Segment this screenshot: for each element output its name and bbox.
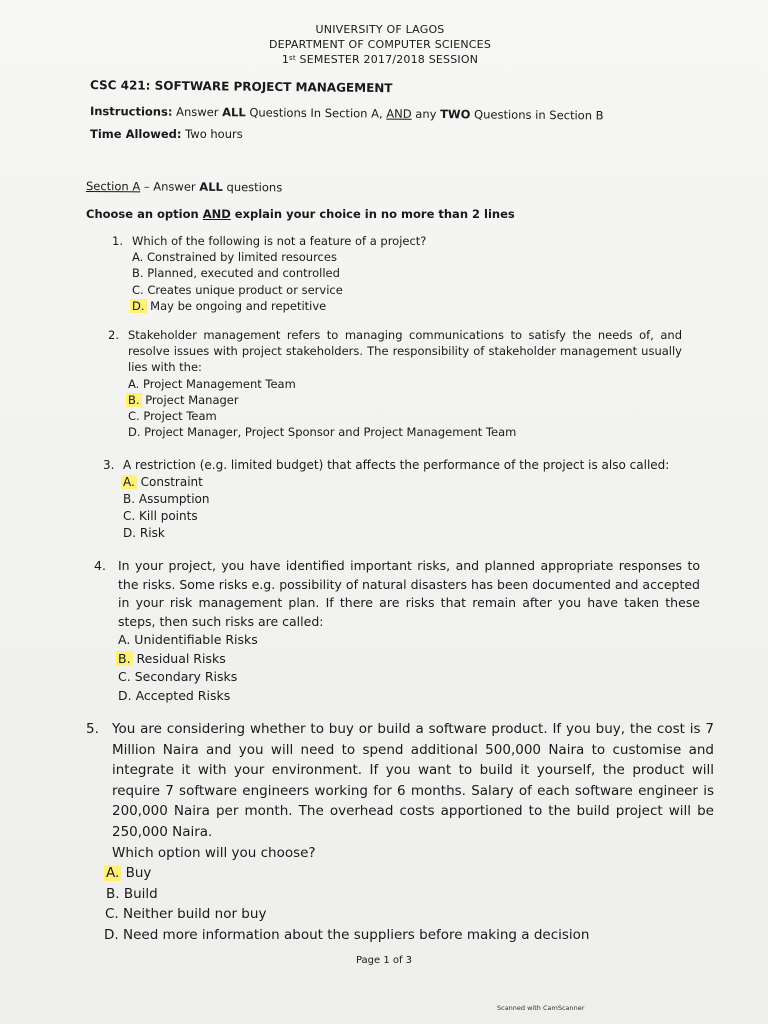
semester-ordinal: st <box>289 54 296 62</box>
semester-line <box>230 52 530 67</box>
choose-text: explain your choice in no more than 2 lines <box>230 207 515 221</box>
option-text: Assumption <box>138 492 210 506</box>
instructions-text: any <box>415 106 437 122</box>
option-text: Creates unique product or service <box>147 282 343 297</box>
instructions-label: Instructions: <box>89 104 173 119</box>
option-b <box>132 265 592 281</box>
option-text: Planned, executed and controlled <box>147 266 340 281</box>
option-text: Need more information about the suppliers before making a decision <box>122 926 590 943</box>
instructions <box>90 104 604 122</box>
question-stem: In your project, you have identified important risks, and planned appropriate responses to the risks. Some risks e.g. possibility of natural disasters has been documented and accepted in your risk management plan. If there are risks that remain after you have taken these steps, then such risks are called: <box>118 558 700 629</box>
option-text: Project Team <box>143 409 217 424</box>
option-c <box>128 408 682 424</box>
question-stem: Stakeholder management refers to managing communications to satisfy the needs of, and resolve issues with project stakeholders. The responsibility of stakeholder management usually lies with the: <box>128 328 682 375</box>
option-c <box>118 668 700 687</box>
option-text: Accepted Risks <box>135 687 231 703</box>
option-letter-highlighted: A. <box>106 865 120 882</box>
instructions-all: ALL <box>222 105 246 120</box>
option-d-selected <box>132 298 592 314</box>
page-number: Page 1 of 3 <box>355 955 413 966</box>
option-text: Buy <box>125 865 152 882</box>
question-number: 1. <box>112 234 123 248</box>
choose-instruction <box>86 207 515 221</box>
instructions-text: Questions In Section A, <box>249 105 383 121</box>
option-letter: B. <box>132 266 144 281</box>
section-all: ALL <box>199 179 223 194</box>
option-a-selected <box>123 474 703 491</box>
question-number: 4. <box>94 558 106 573</box>
question-stem: A restriction (e.g. limited budget) that affects the performance of the project is also called: <box>123 458 670 472</box>
choose-and: AND <box>202 207 231 221</box>
option-b <box>106 884 714 905</box>
option-letter: C. <box>123 509 136 523</box>
question-3 <box>103 457 703 542</box>
option-text: Neither build nor buy <box>123 906 267 923</box>
option-text: May be ongoing and repetitive <box>150 298 327 313</box>
option-text: Constraint <box>140 475 203 489</box>
option-letter: A. <box>128 376 140 391</box>
university-name: UNIVERSITY OF LAGOS <box>315 23 445 36</box>
option-text: Kill points <box>139 509 198 523</box>
question-stem: Which of the following is not a feature of a project? <box>132 234 427 248</box>
option-b <box>123 491 703 508</box>
time-label: Time Allowed: <box>90 127 182 141</box>
option-text: Project Manager <box>145 392 239 407</box>
question-number: 3. <box>103 458 115 472</box>
option-letter: D. <box>118 687 132 703</box>
option-b-selected <box>128 392 682 408</box>
option-a <box>128 376 682 392</box>
option-a-selected <box>106 863 714 884</box>
choose-text: Choose an option <box>86 207 203 221</box>
section-heading <box>86 179 282 194</box>
option-text: Build <box>123 885 158 902</box>
question-number: 5. <box>86 721 99 737</box>
option-text: Residual Risks <box>136 650 226 666</box>
option-text: Unidentifiable Risks <box>134 632 258 647</box>
section-text: questions <box>222 179 283 195</box>
question-1 <box>112 233 592 314</box>
question-number: 2. <box>108 328 119 342</box>
option-d <box>128 424 682 440</box>
instructions-two: TWO <box>440 107 471 122</box>
question-5 <box>86 719 714 946</box>
option-letter: D. <box>128 425 141 440</box>
option-b-selected <box>118 650 700 669</box>
option-letter: C. <box>132 282 144 297</box>
semester-text: SEMESTER 2017/2018 SESSION <box>299 53 479 66</box>
option-letter: A. <box>118 632 131 647</box>
time-allowed <box>90 127 243 141</box>
department-name: DEPARTMENT OF COMPUTER SCIENCES <box>268 38 492 51</box>
option-letter: C. <box>105 906 119 923</box>
semester-number: 1 <box>281 53 290 66</box>
option-text: Constrained by limited resources <box>146 250 337 265</box>
section-title: Section A <box>85 179 141 194</box>
option-letter: A. <box>132 250 144 265</box>
option-c <box>132 282 592 298</box>
option-a <box>132 249 592 265</box>
option-text: Project Management Team <box>142 376 296 391</box>
instructions-and: AND <box>386 106 412 121</box>
exam-header <box>230 22 530 67</box>
option-d <box>123 525 703 542</box>
option-letter: C. <box>118 669 131 684</box>
instructions-text: Questions in Section B <box>474 107 604 123</box>
option-letter-highlighted: B. <box>128 392 140 407</box>
option-letter-highlighted: A. <box>123 475 135 489</box>
option-text: Secondary Risks <box>134 669 238 684</box>
instructions-text: Answer <box>176 104 219 120</box>
course-title: CSC 421: SOFTWARE PROJECT MANAGEMENT <box>89 78 393 96</box>
question-4 <box>94 557 700 705</box>
option-d <box>104 925 714 946</box>
scanner-watermark: Scanned with CamScanner <box>497 1004 585 1012</box>
option-text: Project Manager, Project Sponsor and Project Management Team <box>144 425 517 440</box>
question-prompt: Which option will you choose? <box>112 844 316 861</box>
question-2 <box>108 327 682 440</box>
option-letter-highlighted: B. <box>118 650 131 666</box>
option-letter: B. <box>106 885 120 902</box>
option-letter: D. <box>104 926 119 943</box>
option-a <box>118 631 700 650</box>
option-c <box>105 904 714 925</box>
option-c <box>123 508 703 525</box>
question-stem: You are considering whether to buy or build a software product. If you buy, the cost is 7 Million Naira and you will need to spend additional 500,000 Naira to customise and integrate it with your environment. If you want to build it yourself, the product will require 7 software engineers working for 6 months. Salary of each software engineer is 200,000 Naira per month. The overhead costs apportioned to the build project will be 250,000 Naira. <box>112 721 714 840</box>
option-letter: B. <box>123 492 136 506</box>
option-letter-highlighted: D. <box>132 298 145 313</box>
option-text: Risk <box>139 526 165 540</box>
time-value: Two hours <box>185 127 243 141</box>
option-d <box>118 687 700 706</box>
option-letter: D. <box>123 526 137 540</box>
section-text: – Answer <box>140 179 200 194</box>
option-letter: C. <box>128 409 140 424</box>
